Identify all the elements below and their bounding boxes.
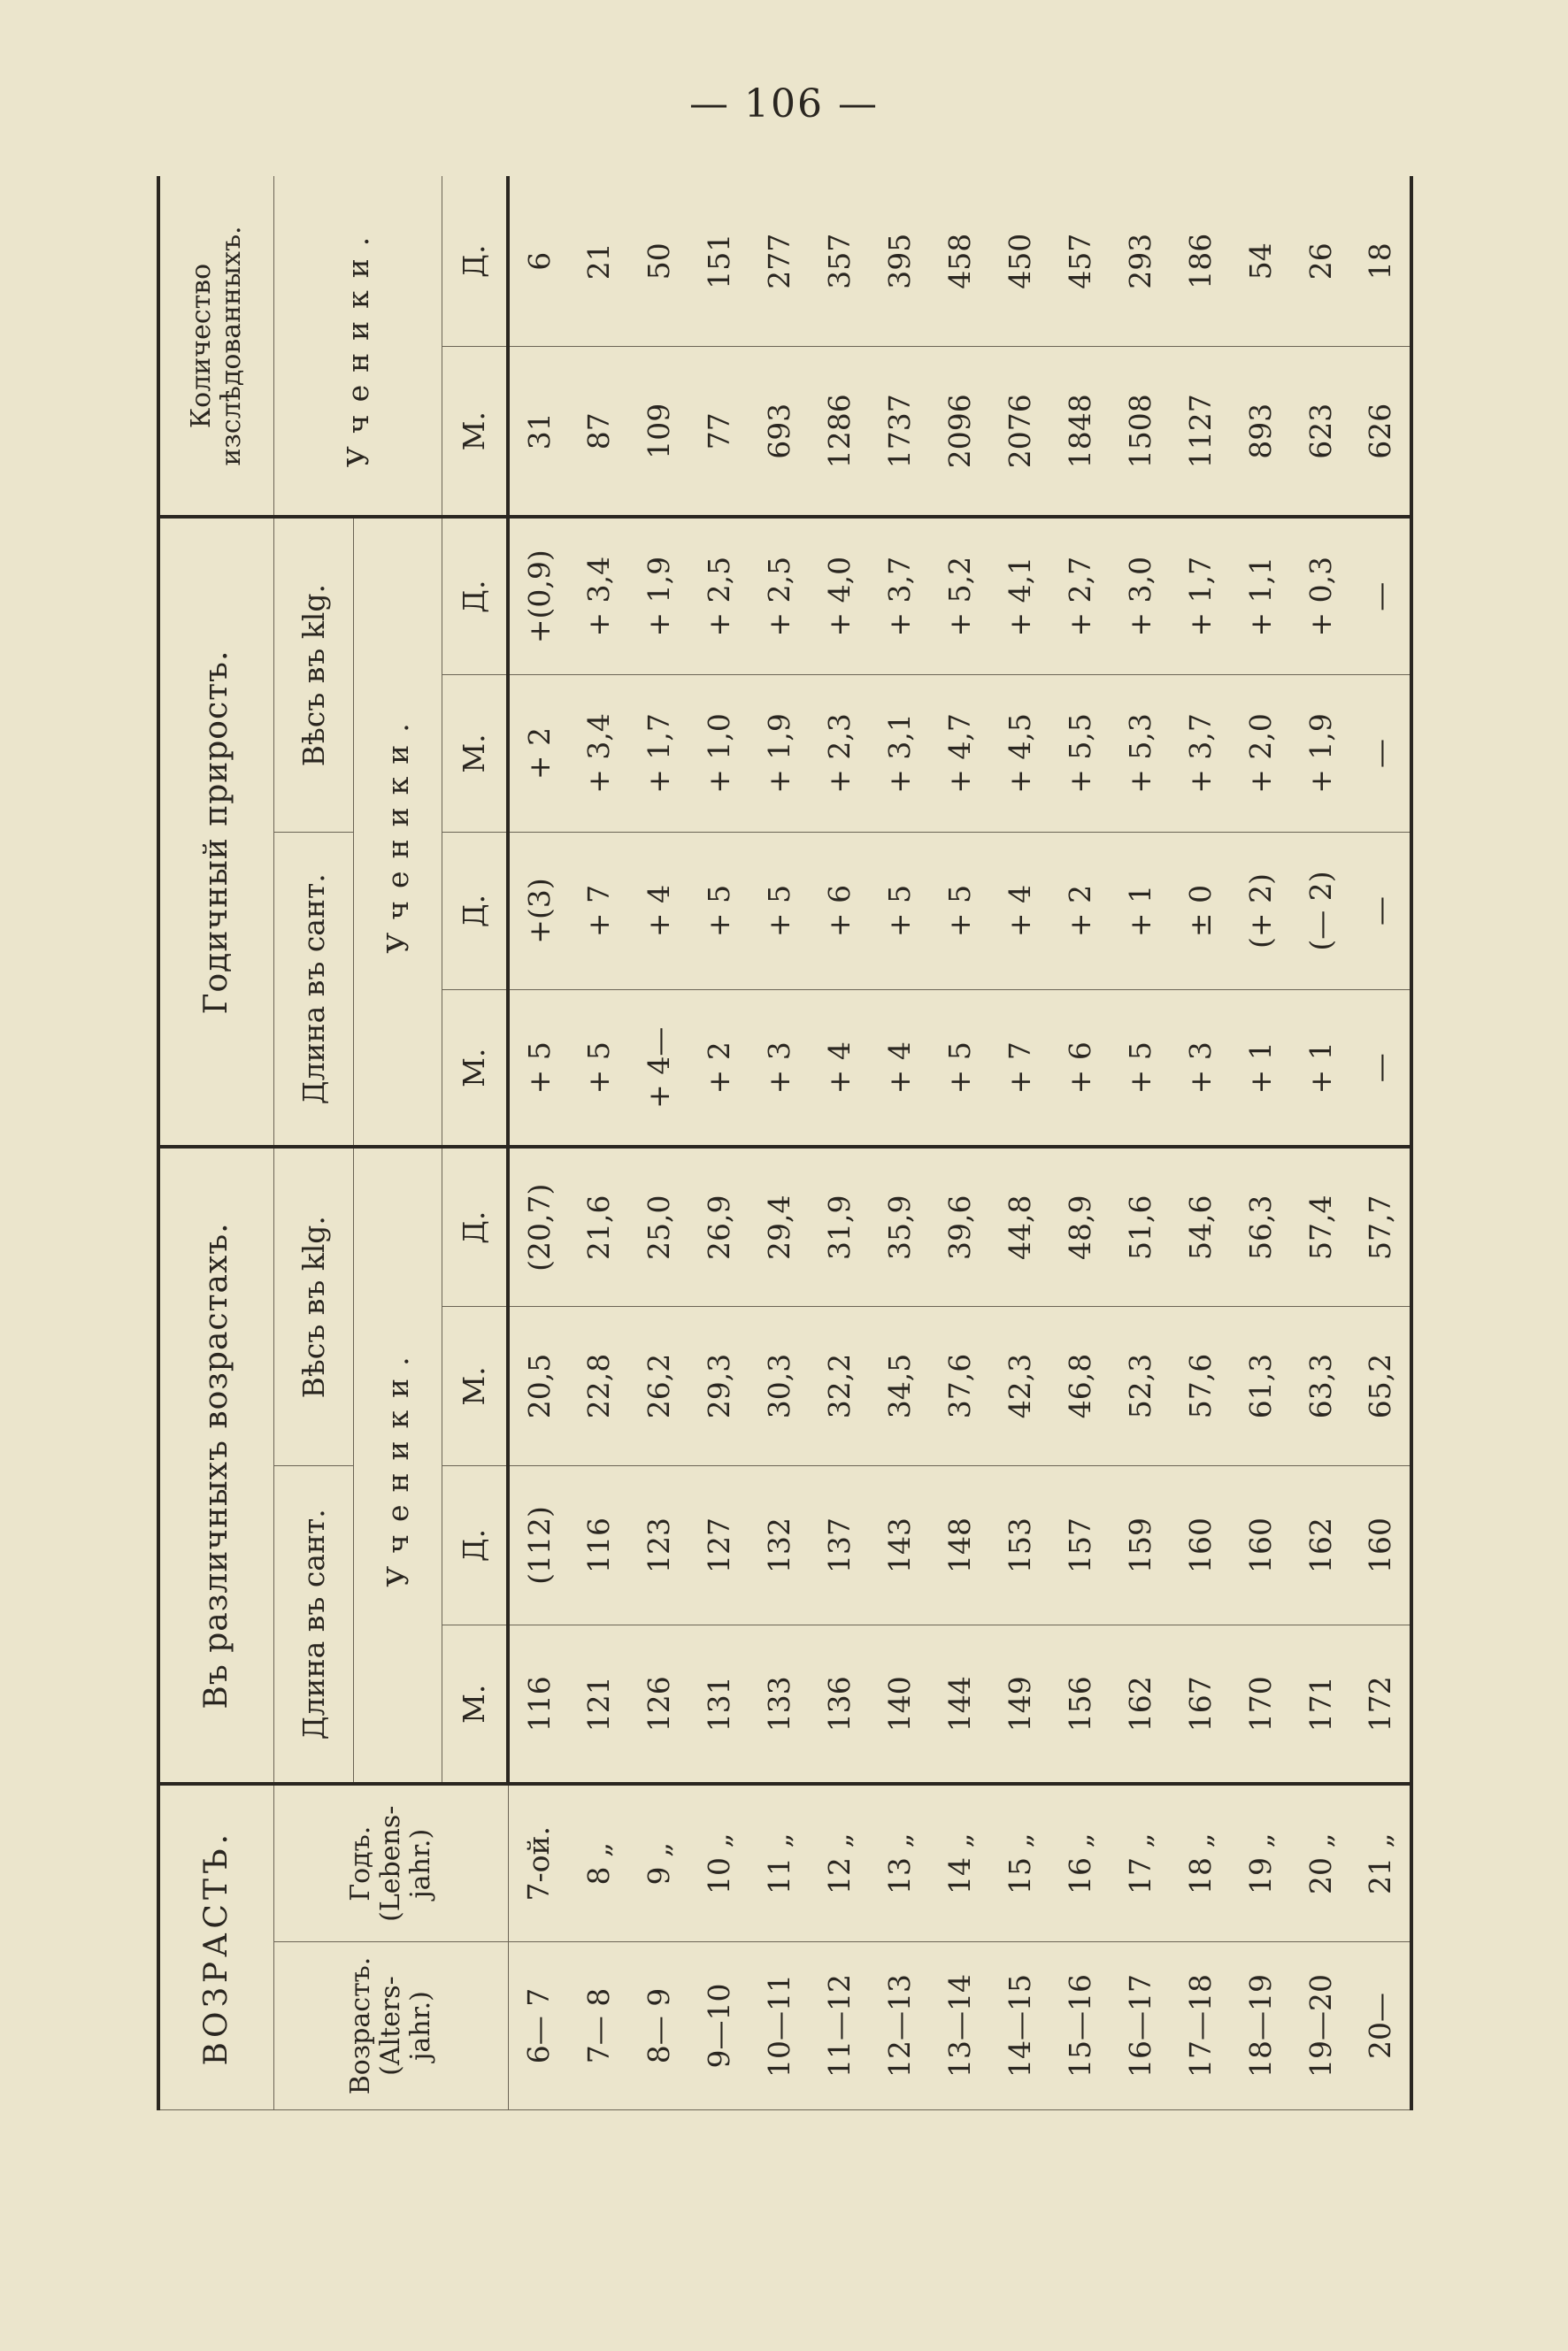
- header-pupils-1: Ученики.: [353, 1147, 442, 1784]
- cell-weight-m: 52,3: [1111, 1306, 1171, 1465]
- cell-count-m: 1286: [809, 346, 869, 517]
- cell-count-m: 2076: [990, 346, 1050, 517]
- cell-weight-m: 37,6: [929, 1306, 989, 1465]
- header-male: М.: [442, 989, 508, 1147]
- cell-weight-d: 39,6: [929, 1147, 989, 1306]
- cell-weight-m: 61,3: [1231, 1306, 1291, 1465]
- cell-age: 6— 7: [508, 1942, 568, 2110]
- cell-age: 19—20: [1291, 1942, 1351, 2110]
- cell-length-m: 162: [1111, 1625, 1171, 1784]
- header-female: Д.: [442, 1147, 508, 1306]
- cell-weight-d: (20,7): [508, 1147, 568, 1306]
- cell-growth-length-d: ± 0: [1171, 832, 1231, 989]
- cell-count-m: 1848: [1050, 346, 1111, 517]
- cell-growth-length-d: + 6: [809, 832, 869, 989]
- cell-growth-length-m: + 5: [929, 989, 989, 1147]
- cell-count-d: 357: [809, 176, 869, 346]
- cell-growth-weight-d: +(0,9): [508, 517, 568, 674]
- cell-growth-weight-m: + 1,9: [749, 674, 809, 832]
- cell-weight-d: 31,9: [809, 1147, 869, 1306]
- cell-growth-weight-m: + 1,9: [1291, 674, 1351, 832]
- header-pupils-2: Ученики.: [353, 517, 442, 1147]
- cell-year: 8 „: [568, 1784, 628, 1941]
- cell-count-d: 18: [1351, 176, 1411, 346]
- cell-length-m: 149: [990, 1625, 1050, 1784]
- table-row: [1111, 176, 1171, 2109]
- cell-growth-length-m: + 4: [809, 989, 869, 1147]
- cell-count-m: 1737: [869, 346, 929, 517]
- cell-length-d: (112): [508, 1465, 568, 1625]
- cell-length-m: 116: [508, 1625, 568, 1784]
- header-age: ВОЗРАСТЪ.: [158, 1784, 273, 2109]
- cell-length-d: 143: [869, 1465, 929, 1625]
- cell-weight-d: 29,4: [749, 1147, 809, 1306]
- header-female: Д.: [442, 517, 508, 674]
- cell-count-d: 395: [869, 176, 929, 346]
- cell-length-d: 127: [688, 1465, 749, 1625]
- cell-count-m: 77: [688, 346, 749, 517]
- cell-growth-length-m: + 6: [1050, 989, 1111, 1147]
- table-body: [508, 176, 1411, 2109]
- cell-count-d: 450: [990, 176, 1050, 346]
- table-row: [1231, 176, 1291, 2109]
- cell-growth-length-d: —: [1351, 832, 1411, 989]
- cell-count-d: 50: [628, 176, 688, 346]
- cell-year: 19 „: [1231, 1784, 1291, 1941]
- cell-growth-weight-d: + 3,4: [568, 517, 628, 674]
- cell-count-d: 54: [1231, 176, 1291, 346]
- header-male: М.: [442, 1625, 508, 1784]
- cell-growth-length-m: + 5: [568, 989, 628, 1147]
- cell-length-m: 167: [1171, 1625, 1231, 1784]
- cell-count-d: 6: [508, 176, 568, 346]
- cell-count-d: 151: [688, 176, 749, 346]
- cell-growth-length-d: + 5: [749, 832, 809, 989]
- cell-age: 18—19: [1231, 1942, 1291, 2110]
- cell-count-m: 893: [1231, 346, 1291, 517]
- cell-weight-d: 21,6: [568, 1147, 628, 1306]
- table-row: [869, 176, 929, 2109]
- table-row: [809, 176, 869, 2109]
- cell-count-d: 26: [1291, 176, 1351, 346]
- header-length-2: Длина въ сант.: [273, 832, 353, 1147]
- cell-count-m: 109: [628, 346, 688, 517]
- cell-year: 14 „: [929, 1784, 989, 1941]
- cell-growth-weight-m: + 5,5: [1050, 674, 1111, 832]
- cell-length-m: 121: [568, 1625, 628, 1784]
- cell-weight-d: 51,6: [1111, 1147, 1171, 1306]
- cell-weight-m: 30,3: [749, 1306, 809, 1465]
- table-row: [749, 176, 809, 2109]
- cell-growth-length-d: + 7: [568, 832, 628, 989]
- cell-growth-length-m: + 4: [869, 989, 929, 1147]
- cell-weight-m: 63,3: [1291, 1306, 1351, 1465]
- cell-length-m: 171: [1291, 1625, 1351, 1784]
- cell-length-m: 131: [688, 1625, 749, 1784]
- cell-length-d: 116: [568, 1465, 628, 1625]
- cell-growth-length-d: + 5: [688, 832, 749, 989]
- header-weight-1: Вѣсъ въ klg.: [273, 1147, 353, 1465]
- cell-age: 9—10: [688, 1942, 749, 2110]
- cell-weight-d: 25,0: [628, 1147, 688, 1306]
- cell-weight-d: 48,9: [1050, 1147, 1111, 1306]
- header-age-year-of-life: Годъ. (Lebens-jahr.): [273, 1784, 508, 1941]
- cell-count-d: 457: [1050, 176, 1111, 346]
- cell-growth-weight-d: + 1,7: [1171, 517, 1231, 674]
- cell-length-d: 132: [749, 1465, 809, 1625]
- cell-year: 16 „: [1050, 1784, 1111, 1941]
- cell-weight-m: 32,2: [809, 1306, 869, 1465]
- table-row: [508, 176, 568, 2109]
- cell-growth-length-d: + 4: [628, 832, 688, 989]
- rotated-table-frame: [157, 177, 1413, 2110]
- header-male: М.: [442, 1306, 508, 1465]
- cell-growth-weight-m: + 3,4: [568, 674, 628, 832]
- cell-year: 9 „: [628, 1784, 688, 1941]
- cell-weight-m: 34,5: [869, 1306, 929, 1465]
- cell-growth-length-d: (+ 2): [1231, 832, 1291, 989]
- cell-weight-d: 35,9: [869, 1147, 929, 1306]
- cell-year: 12 „: [809, 1784, 869, 1941]
- cell-age: 16—17: [1111, 1942, 1171, 2110]
- cell-length-m: 156: [1050, 1625, 1111, 1784]
- header-annual-growth: Годичный приростъ.: [158, 517, 273, 1147]
- cell-growth-length-m: + 5: [1111, 989, 1171, 1147]
- cell-weight-d: 54,6: [1171, 1147, 1231, 1306]
- header-female: Д.: [442, 1465, 508, 1625]
- cell-weight-m: 57,6: [1171, 1306, 1231, 1465]
- table-row: [688, 176, 749, 2109]
- cell-length-d: 160: [1171, 1465, 1231, 1625]
- cell-weight-d: 56,3: [1231, 1147, 1291, 1306]
- cell-growth-weight-d: + 3,0: [1111, 517, 1171, 674]
- cell-growth-weight-d: + 5,2: [929, 517, 989, 674]
- table-row: [1291, 176, 1351, 2109]
- cell-growth-length-m: —: [1351, 989, 1411, 1147]
- cell-year: 10 „: [688, 1784, 749, 1941]
- header-weight-2: Вѣсъ въ klg.: [273, 517, 353, 832]
- header-male: М.: [442, 674, 508, 832]
- cell-weight-m: 26,2: [628, 1306, 688, 1465]
- table-row: [1171, 176, 1231, 2109]
- cell-growth-length-m: + 3: [749, 989, 809, 1147]
- cell-count-d: 458: [929, 176, 989, 346]
- cell-count-m: 1127: [1171, 346, 1231, 517]
- cell-year: 18 „: [1171, 1784, 1231, 1941]
- cell-growth-weight-d: + 1,1: [1231, 517, 1291, 674]
- cell-length-m: 144: [929, 1625, 989, 1784]
- cell-growth-length-m: + 3: [1171, 989, 1231, 1147]
- cell-length-m: 133: [749, 1625, 809, 1784]
- cell-length-d: 160: [1231, 1465, 1291, 1625]
- cell-growth-length-d: + 2: [1050, 832, 1111, 989]
- cell-growth-weight-d: + 2,5: [749, 517, 809, 674]
- cell-length-m: 170: [1231, 1625, 1291, 1784]
- cell-growth-weight-d: + 2,7: [1050, 517, 1111, 674]
- cell-count-m: 693: [749, 346, 809, 517]
- cell-count-m: 626: [1351, 346, 1411, 517]
- cell-count-d: 21: [568, 176, 628, 346]
- cell-growth-weight-m: + 2,3: [809, 674, 869, 832]
- cell-growth-length-d: (— 2): [1291, 832, 1351, 989]
- cell-growth-weight-m: + 4,5: [990, 674, 1050, 832]
- cell-age: 13—14: [929, 1942, 989, 2110]
- cell-length-d: 159: [1111, 1465, 1171, 1625]
- cell-age: 20—: [1351, 1942, 1411, 2110]
- cell-year: 7-ой.: [508, 1784, 568, 1941]
- cell-year: 20 „: [1291, 1784, 1351, 1941]
- header-age-years: Возрастъ. (Alters-jahr.): [273, 1942, 508, 2110]
- header-in-various-ages: Въ различныхъ возрастахъ.: [158, 1147, 273, 1784]
- cell-year: 17 „: [1111, 1784, 1171, 1941]
- table-row: [628, 176, 688, 2109]
- cell-count-d: 277: [749, 176, 809, 346]
- cell-age: 17—18: [1171, 1942, 1231, 2110]
- cell-age: 10—11: [749, 1942, 809, 2110]
- table-row: [929, 176, 989, 2109]
- table-row: [990, 176, 1050, 2109]
- cell-growth-weight-m: + 3,1: [869, 674, 929, 832]
- cell-length-d: 123: [628, 1465, 688, 1625]
- cell-length-d: 157: [1050, 1465, 1111, 1625]
- cell-growth-length-m: + 4—: [628, 989, 688, 1147]
- cell-length-d: 137: [809, 1465, 869, 1625]
- cell-count-m: 2096: [929, 346, 989, 517]
- cell-count-m: 31: [508, 346, 568, 517]
- header-count: Количество изслѣдованныхъ.: [158, 176, 273, 517]
- cell-length-d: 153: [990, 1465, 1050, 1625]
- cell-growth-weight-d: —: [1351, 517, 1411, 674]
- cell-weight-m: 46,8: [1050, 1306, 1111, 1465]
- cell-count-d: 186: [1171, 176, 1231, 346]
- cell-weight-m: 42,3: [990, 1306, 1050, 1465]
- cell-length-d: 160: [1351, 1465, 1411, 1625]
- cell-growth-length-m: + 7: [990, 989, 1050, 1147]
- cell-growth-weight-d: + 4,0: [809, 517, 869, 674]
- cell-growth-weight-d: + 1,9: [628, 517, 688, 674]
- cell-growth-weight-m: + 3,7: [1171, 674, 1231, 832]
- cell-weight-m: 65,2: [1351, 1306, 1411, 1465]
- cell-count-m: 623: [1291, 346, 1351, 517]
- cell-year: 21 „: [1351, 1784, 1411, 1941]
- cell-age: 15—16: [1050, 1942, 1111, 2110]
- table-row: [1351, 176, 1411, 2109]
- cell-weight-m: 29,3: [688, 1306, 749, 1465]
- cell-age: 8— 9: [628, 1942, 688, 2110]
- cell-length-d: 162: [1291, 1465, 1351, 1625]
- growth-table: [157, 176, 1413, 2110]
- cell-year: 15 „: [990, 1784, 1050, 1941]
- cell-year: 11 „: [749, 1784, 809, 1941]
- cell-growth-weight-d: + 0,3: [1291, 517, 1351, 674]
- cell-age: 7— 8: [568, 1942, 628, 2110]
- cell-weight-d: 26,9: [688, 1147, 749, 1306]
- cell-length-m: 126: [628, 1625, 688, 1784]
- cell-growth-length-m: + 5: [508, 989, 568, 1147]
- cell-growth-weight-m: + 1,7: [628, 674, 688, 832]
- cell-count-m: 87: [568, 346, 628, 517]
- cell-growth-weight-d: + 3,7: [869, 517, 929, 674]
- cell-weight-d: 57,7: [1351, 1147, 1411, 1306]
- cell-growth-weight-m: + 2: [508, 674, 568, 832]
- cell-growth-length-d: +(3): [508, 832, 568, 989]
- table-row: [568, 176, 628, 2109]
- cell-growth-length-m: + 1: [1291, 989, 1351, 1147]
- cell-growth-weight-m: + 2,0: [1231, 674, 1291, 832]
- cell-growth-length-m: + 1: [1231, 989, 1291, 1147]
- cell-growth-weight-d: + 2,5: [688, 517, 749, 674]
- cell-length-d: 148: [929, 1465, 989, 1625]
- header-female: Д.: [442, 176, 508, 346]
- cell-growth-length-d: + 4: [990, 832, 1050, 989]
- cell-age: 12—13: [869, 1942, 929, 2110]
- cell-growth-weight-m: + 5,3: [1111, 674, 1171, 832]
- cell-weight-m: 22,8: [568, 1306, 628, 1465]
- cell-growth-length-d: + 1: [1111, 832, 1171, 989]
- page-number: — 106 —: [689, 81, 879, 127]
- cell-year: 13 „: [869, 1784, 929, 1941]
- cell-age: 11—12: [809, 1942, 869, 2110]
- cell-count-d: 293: [1111, 176, 1171, 346]
- cell-growth-length-d: + 5: [929, 832, 989, 989]
- header-pupils-3: Ученики.: [273, 176, 442, 517]
- cell-weight-d: 57,4: [1291, 1147, 1351, 1306]
- cell-age: 14—15: [990, 1942, 1050, 2110]
- table-row: [1050, 176, 1111, 2109]
- cell-count-m: 1508: [1111, 346, 1171, 517]
- header-length-1: Длина въ сант.: [273, 1465, 353, 1784]
- cell-growth-weight-m: —: [1351, 674, 1411, 832]
- cell-length-m: 140: [869, 1625, 929, 1784]
- cell-length-m: 136: [809, 1625, 869, 1784]
- cell-weight-m: 20,5: [508, 1306, 568, 1465]
- cell-length-m: 172: [1351, 1625, 1411, 1784]
- cell-growth-weight-m: + 1,0: [688, 674, 749, 832]
- header-male: М.: [442, 346, 508, 517]
- cell-weight-d: 44,8: [990, 1147, 1050, 1306]
- cell-growth-weight-m: + 4,7: [929, 674, 989, 832]
- cell-growth-weight-d: + 4,1: [990, 517, 1050, 674]
- cell-growth-length-d: + 5: [869, 832, 929, 989]
- header-female: Д.: [442, 832, 508, 989]
- cell-growth-length-m: + 2: [688, 989, 749, 1147]
